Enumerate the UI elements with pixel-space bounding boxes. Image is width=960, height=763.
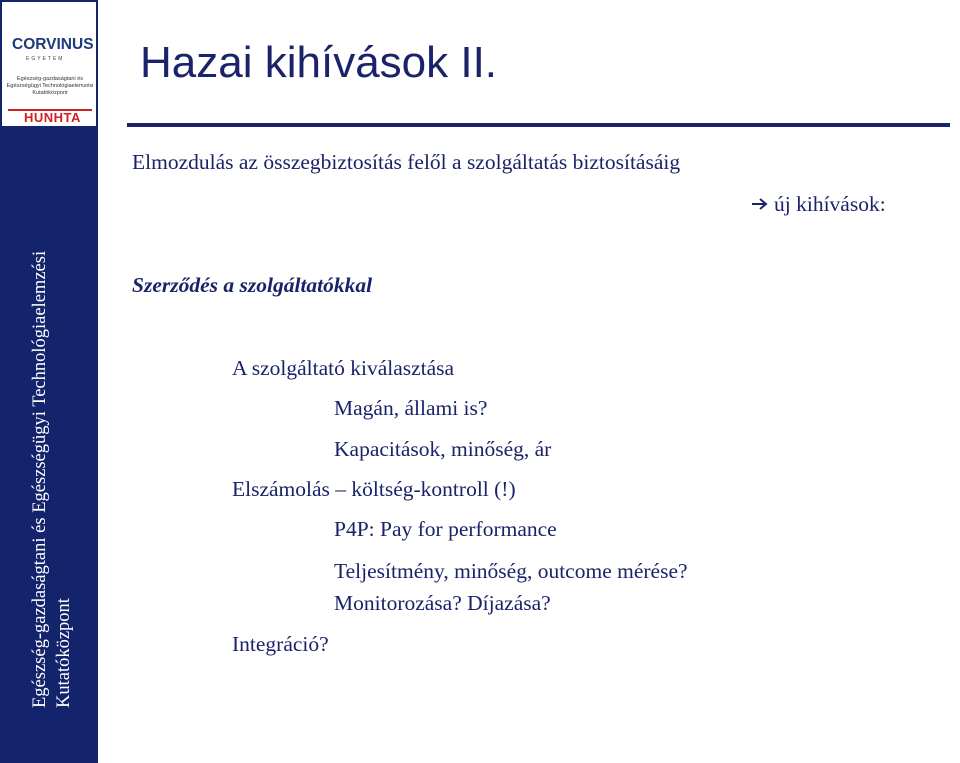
logo-dept-line2: Egészségügyi Technológiaelemzési — [6, 83, 94, 89]
line-provider-selection: A szolgáltató kiválasztása — [232, 356, 455, 380]
line-performance: Teljesítmény, minőség, outcome mérése? — [334, 559, 688, 583]
line-p4p: P4P: Pay for performance — [334, 517, 557, 541]
logo-dept-line3: Kutatóközpont — [32, 90, 68, 96]
section-heading: Szerződés a szolgáltatókkal — [132, 273, 373, 297]
right-arrow-icon — [752, 192, 768, 217]
sidebar-vertical-text — [28, 251, 76, 708]
new-challenges-line — [752, 192, 886, 217]
new-challenges-text: új kihívások: — [774, 192, 886, 216]
logo-name: CORVINUS — [12, 36, 94, 53]
hunhta-logo: HUNHTA — [24, 110, 81, 125]
slide-title: Hazai kihívások II. — [140, 38, 498, 87]
line-accounting: Elszámolás – költség-kontroll (!) — [232, 477, 516, 501]
logo-department — [6, 76, 94, 97]
sidebar-text-line2: Kutatóközpont — [54, 598, 74, 708]
line-private-state: Magán, állami is? — [334, 396, 488, 420]
line-capacities: Kapacitások, minőség, ár — [334, 437, 552, 461]
logo-subtitle: EGYETEM — [26, 56, 65, 62]
sidebar-text-line1: Egészség-gazdaságtani és Egészségügyi Technológiaelemzési — [30, 250, 50, 708]
sidebar — [0, 0, 98, 763]
line-monitoring: Monitorozása? Díjazása? — [334, 591, 551, 615]
slide-subtitle: Elmozdulás az összegbiztosítás felől a szolgáltatás biztosításáig — [132, 150, 681, 174]
corvinus-logo — [2, 2, 96, 126]
logo-dept-line1: Egészség-gazdaságtani és — [16, 76, 84, 82]
line-integration: Integráció? — [232, 632, 329, 656]
title-divider — [127, 123, 950, 127]
